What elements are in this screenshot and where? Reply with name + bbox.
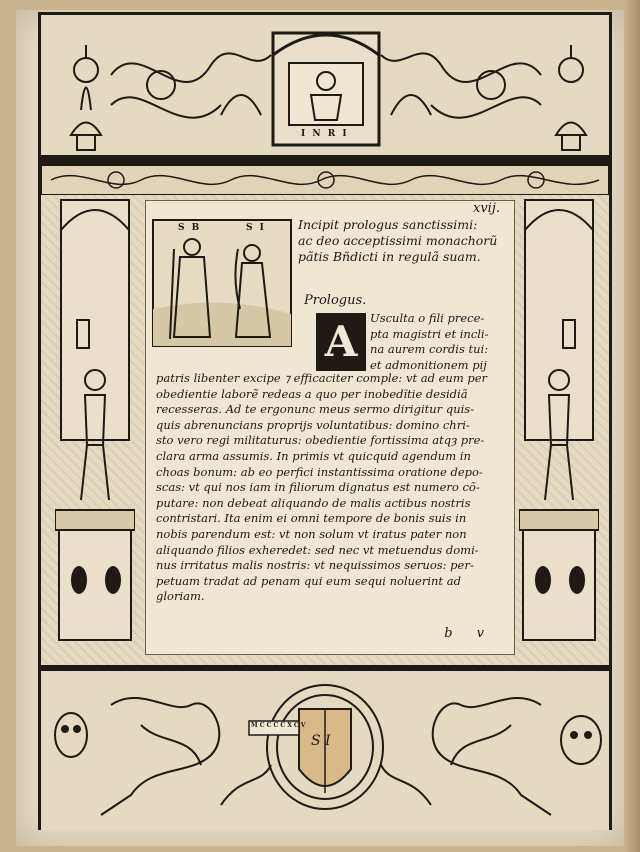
- date-plaque: M C C C C X C V: [251, 722, 306, 729]
- page-edge-shadow: [624, 0, 640, 852]
- text-line: obedientie laborẽ redeas a quo per inobedĩtie desidiã: [156, 386, 468, 401]
- woodcut-border: [38, 12, 612, 830]
- text-line: scas: vt qui nos iam in filiorum dignatus est numero cõ-: [156, 480, 480, 495]
- saint-left-label: S B: [178, 223, 202, 233]
- right-pillar: [519, 170, 599, 665]
- text-line: choas bonum: ab eo perfici instantissima oratione depo-: [156, 464, 483, 479]
- left-pillar: [55, 170, 135, 665]
- incipit-heading: [298, 217, 510, 265]
- text-line: nobis parendum est: vt non solum vt iratus pater non: [156, 526, 467, 541]
- shield-letters: S I: [311, 733, 331, 749]
- crucifix-inscription: I N R I: [301, 129, 349, 139]
- saint-right-label: S I: [246, 223, 266, 233]
- top-ornament-band: [41, 15, 609, 165]
- opening-lines: [370, 311, 510, 373]
- text-line: putare: non debeat aliquando de malis actibus nostris: [156, 495, 471, 510]
- text-line: recesseras. Ad te ergonunc meus sermo dirigitur quis-: [156, 402, 475, 417]
- text-line: nus irritatus malis nostris: vt nequissimos seruos: per-: [156, 558, 474, 573]
- text-line: petuam tradat ad penam qui eum sequi noluerint ad: [156, 573, 461, 588]
- book-page: [16, 10, 626, 846]
- text-line: patris libenter excipe ⁊ efficaciter comple: vt ad eum per: [156, 371, 488, 385]
- decorated-initial: A: [316, 313, 366, 371]
- body-text: [156, 371, 510, 605]
- text-line: na aurem cordis tui:: [370, 342, 489, 356]
- text-line: quis abrenuncians proprijs voluntatibus: domino chri-: [156, 417, 470, 432]
- text-line: et admonitionem pij: [370, 357, 487, 372]
- incipit-line: ac deo acceptissimi monachorũ: [298, 233, 498, 248]
- incipit-line: Incipit prologus sanctissimi:: [298, 217, 478, 232]
- saints-woodcut: [152, 219, 292, 347]
- folio-number: xvij.: [473, 201, 500, 216]
- signature-mark: b v: [444, 626, 494, 641]
- text-line: Usculta o fili prece-: [370, 311, 485, 325]
- text-line: gloriam.: [156, 589, 205, 604]
- text-line: contristari. Ita enim ei omni tempore de bonis suis in: [156, 511, 467, 526]
- text-line: clara arma assumis. In primis vt quicquid agendum in: [156, 448, 471, 463]
- text-line: pta magistri et incli-: [370, 326, 489, 341]
- text-line: aliquando filios exheredet: sed nec vt metuendus domi-: [156, 542, 479, 557]
- text-panel: [145, 200, 515, 655]
- text-line: sto vero regi militaturus: obedientie fortissima atqȝ pre-: [156, 433, 485, 448]
- bottom-ornament-band: [41, 665, 609, 830]
- prologus-heading: Prologus.: [304, 293, 367, 308]
- incipit-line: pãtis Bñdicti in regulã suam.: [298, 249, 481, 264]
